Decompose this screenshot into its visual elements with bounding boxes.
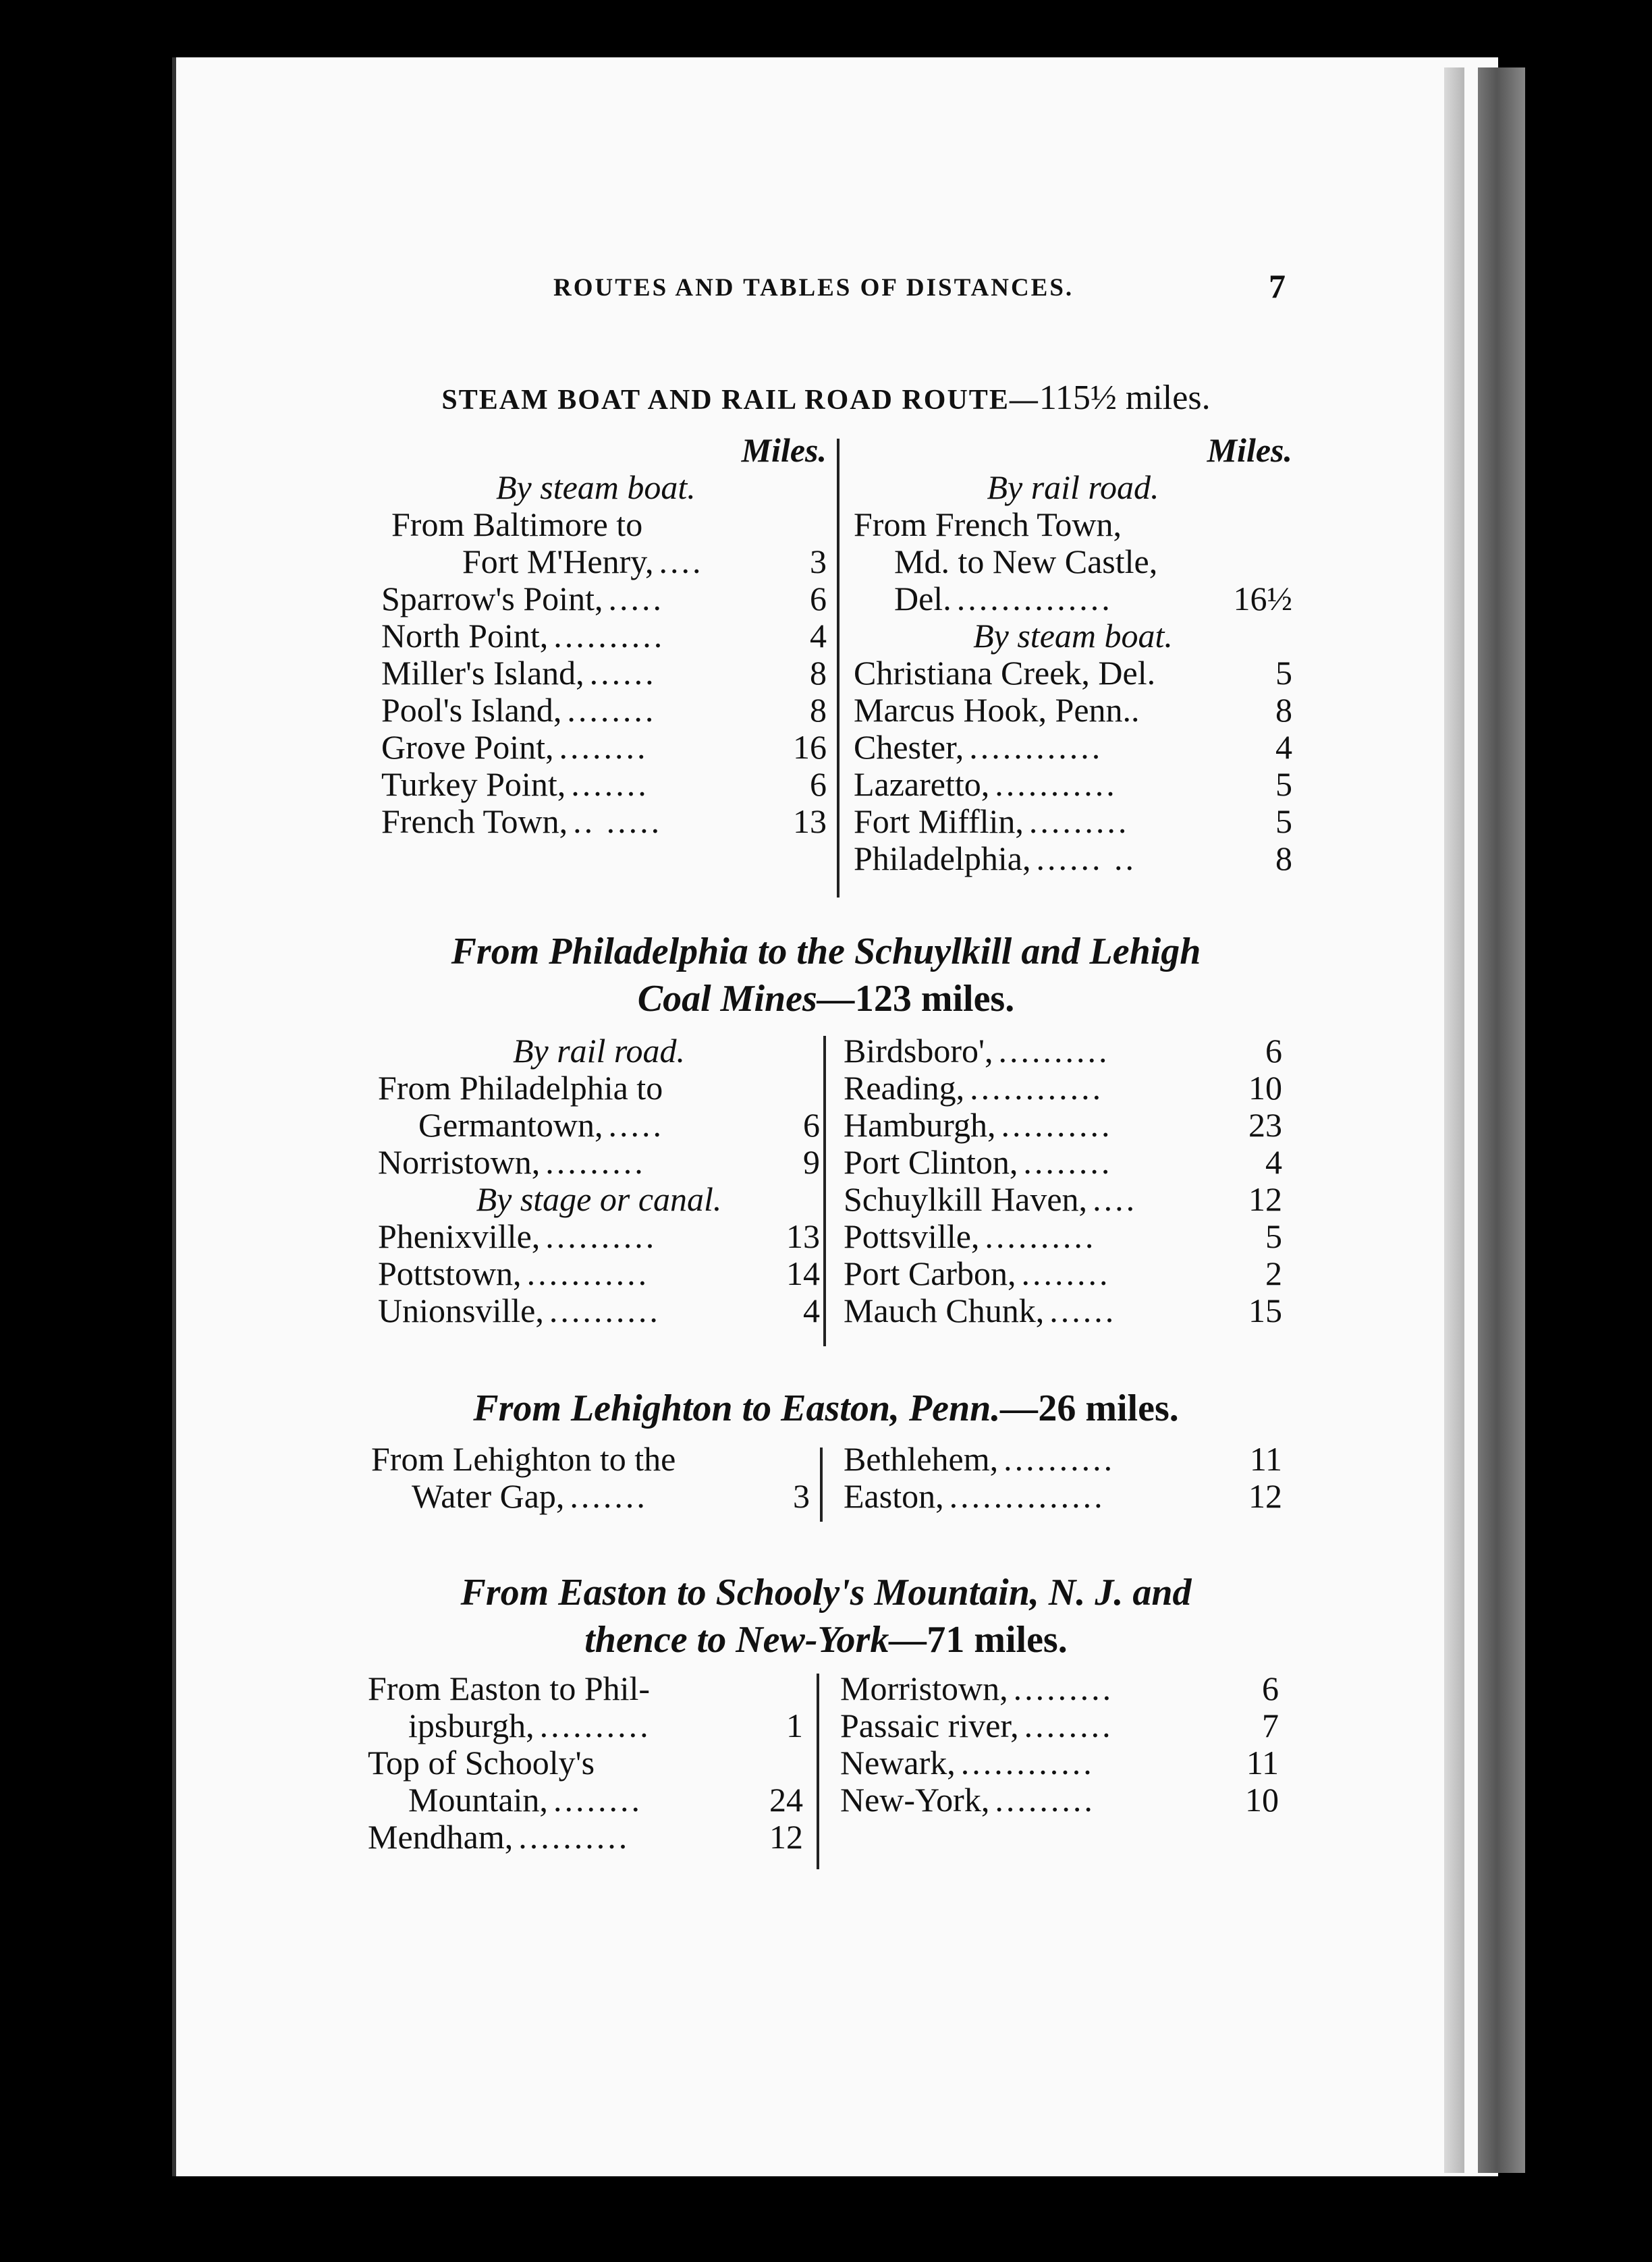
intro-text: Md. to New Castle, — [894, 543, 1158, 580]
place-name: Port Carbon, — [844, 1254, 1016, 1292]
place-name: Unionsville, — [378, 1292, 544, 1329]
leader-dots: ......... — [545, 1144, 646, 1181]
leader-dots: .......... — [985, 1218, 1097, 1255]
section2-left-column — [378, 1032, 820, 1329]
table-row — [840, 1782, 1279, 1819]
distance-value: 13 — [786, 1217, 820, 1255]
leader-dots: .......... — [539, 1707, 651, 1744]
section3-left-column — [371, 1441, 810, 1515]
place-name: Norristown, — [378, 1143, 541, 1181]
leader-dots: ...... — [589, 655, 657, 692]
table-row — [381, 617, 827, 655]
place-name: Christiana Creek, Del. — [854, 654, 1156, 692]
section4-left-column — [368, 1670, 803, 1856]
leader-dots: .............. — [949, 1478, 1105, 1515]
section3-right-column — [844, 1441, 1282, 1515]
running-head: ROUTES AND TABLES OF DISTANCES. — [553, 274, 1074, 302]
table-row — [381, 692, 827, 729]
distance-value: 10 — [1245, 1781, 1279, 1819]
place-name: Newark, — [840, 1744, 956, 1782]
distance-value: 5 — [1275, 654, 1292, 692]
place-name: Fort M'Henry, — [462, 543, 654, 580]
distance-value: 9 — [803, 1143, 820, 1181]
place-name: Pottsville, — [844, 1217, 980, 1255]
column-divider — [823, 1036, 826, 1346]
leader-dots: .......... — [553, 617, 665, 655]
place-name: Bethlehem, — [844, 1440, 999, 1478]
section3-heading-italic: From Lehighton to Easton, Penn.— — [473, 1387, 1039, 1429]
place-name: North Point, — [381, 617, 549, 655]
page-left-edge — [172, 57, 176, 2176]
intro-text: Top of Schooly's — [368, 1744, 595, 1782]
section2-heading-miles: 123 miles. — [854, 978, 1015, 1020]
leader-dots: ........ — [559, 729, 649, 766]
leader-dots: ........ — [1021, 1255, 1111, 1292]
leader-dots: .... — [659, 543, 704, 580]
distance-value: 8 — [810, 654, 827, 692]
table-row — [840, 1707, 1279, 1744]
place-name: Germantown, — [418, 1106, 603, 1144]
section1-heading — [0, 378, 1652, 418]
table-row — [368, 1707, 803, 1744]
section4-heading-italic: thence to New-York— — [584, 1619, 927, 1661]
distance-value: 7 — [1262, 1707, 1279, 1744]
distance-value: 1 — [786, 1707, 803, 1744]
table-row — [840, 1670, 1279, 1707]
distance-value: 4 — [810, 617, 827, 655]
table-row — [840, 1744, 1279, 1782]
table-row — [381, 803, 827, 840]
section2-right-column — [844, 1032, 1282, 1329]
place-name: Pottstown, — [378, 1254, 522, 1292]
distance-value: 13 — [793, 802, 827, 840]
leader-dots: .............. — [956, 580, 1113, 617]
leader-dots: .......... — [549, 1292, 661, 1329]
table-row — [844, 1107, 1282, 1144]
table-row — [378, 1292, 820, 1329]
distance-value: 23 — [1248, 1106, 1282, 1144]
distance-value: 14 — [786, 1254, 820, 1292]
leader-dots: ............ — [960, 1744, 1095, 1782]
column-divider — [817, 1674, 819, 1869]
table-row — [378, 1218, 820, 1255]
table-row — [844, 1181, 1282, 1218]
place-name: Turkey Point, — [381, 765, 566, 803]
distance-value: 24 — [769, 1781, 803, 1819]
distance-value: 10 — [1248, 1069, 1282, 1107]
table-row — [844, 1478, 1282, 1515]
leader-dots: ........... — [995, 766, 1118, 803]
table-row — [368, 1782, 803, 1819]
leader-dots: .......... — [1001, 1107, 1113, 1144]
table-row — [378, 1144, 820, 1181]
place-name: Miller's Island, — [381, 654, 584, 692]
leader-dots: .......... — [998, 1032, 1110, 1070]
place-name: Birdsboro', — [844, 1032, 993, 1070]
section3-heading-miles: 26 miles. — [1038, 1387, 1179, 1429]
intro-text: From French Town, — [854, 505, 1122, 543]
leader-dots: ....... — [570, 1478, 648, 1515]
place-name: Passaic river, — [840, 1707, 1019, 1744]
leader-dots: .......... — [1003, 1441, 1116, 1478]
distance-value: 4 — [1275, 728, 1292, 766]
column-divider — [820, 1447, 823, 1522]
distance-value: 16½ — [1233, 580, 1292, 617]
section2-heading-line1: From Philadelphia to the Schuylkill and Lehigh — [451, 931, 1201, 972]
place-name: Water Gap, — [412, 1477, 565, 1515]
table-row — [844, 1441, 1282, 1478]
intro-text: From Easton to Phil- — [368, 1670, 651, 1707]
section4-heading — [0, 1569, 1652, 1663]
place-name: Marcus Hook, Penn.. — [854, 691, 1140, 729]
place-name: Easton, — [844, 1477, 944, 1515]
place-name: Philadelphia, — [854, 839, 1031, 877]
section3-heading — [0, 1387, 1652, 1430]
table-row — [844, 1292, 1282, 1329]
table-row — [854, 692, 1292, 729]
leader-dots: ............ — [969, 729, 1103, 766]
place-name: Pool's Island, — [381, 691, 562, 729]
table-row — [854, 729, 1292, 766]
distance-value: 6 — [810, 765, 827, 803]
leader-dots: ...... .. — [1036, 840, 1136, 877]
distance-value: 8 — [1275, 839, 1292, 877]
distance-value: 5 — [1265, 1217, 1282, 1255]
table-row — [844, 1255, 1282, 1292]
leader-dots: .. ..... — [573, 803, 663, 840]
distance-value: 3 — [810, 543, 827, 580]
place-name: Fort Mifflin, — [854, 802, 1024, 840]
table-row — [371, 1478, 810, 1515]
place-name: Lazaretto, — [854, 765, 990, 803]
distance-value: 12 — [1248, 1477, 1282, 1515]
leader-dots: ......... — [1028, 803, 1130, 840]
place-name: ipsburgh, — [408, 1707, 534, 1744]
distance-value: 4 — [803, 1292, 820, 1329]
distance-value: 4 — [1265, 1143, 1282, 1181]
distance-value: 2 — [1265, 1254, 1282, 1292]
section4-heading-line2 — [0, 1616, 1652, 1663]
place-name: Mauch Chunk, — [844, 1292, 1045, 1329]
distance-value: 6 — [1265, 1032, 1282, 1070]
distance-value: 6 — [803, 1106, 820, 1144]
section2-heading — [0, 928, 1652, 1022]
intro-text: From Baltimore to — [391, 505, 643, 543]
place-name: French Town, — [381, 802, 568, 840]
distance-value: 16 — [793, 728, 827, 766]
column-divider — [837, 439, 839, 898]
section2-heading-italic: Coal Mines— — [637, 978, 855, 1020]
place-name: Port Clinton, — [844, 1143, 1018, 1181]
place-name: Schuylkill Haven, — [844, 1180, 1088, 1218]
distance-value: 12 — [1248, 1180, 1282, 1218]
place-name: Chester, — [854, 728, 964, 766]
distance-value: 5 — [1275, 765, 1292, 803]
section1-right-column — [854, 432, 1292, 877]
leader-dots: ........... — [526, 1255, 650, 1292]
place-name: Hamburgh, — [844, 1106, 996, 1144]
section4-right-column — [840, 1670, 1279, 1819]
section1-heading-miles: 115½ miles. — [1039, 379, 1211, 417]
table-row — [381, 580, 827, 617]
distance-value: 3 — [793, 1477, 810, 1515]
place-name: Phenixville, — [378, 1217, 541, 1255]
page-sheet — [172, 57, 1498, 2176]
table-row — [844, 1032, 1282, 1070]
table-row — [844, 1144, 1282, 1181]
page-number: 7 — [1269, 267, 1286, 305]
place-name: Mountain, — [408, 1781, 548, 1819]
table-row — [381, 766, 827, 803]
distance-value: 11 — [1249, 1440, 1282, 1478]
distance-value: 6 — [1262, 1670, 1279, 1707]
distance-value: 8 — [810, 691, 827, 729]
leader-dots: .......... — [545, 1218, 657, 1255]
table-row — [844, 1070, 1282, 1107]
section1-heading-text: STEAM BOAT AND RAIL ROAD ROUTE— — [441, 385, 1039, 416]
leader-dots: ........ — [1024, 1707, 1113, 1744]
leader-dots: ......... — [995, 1782, 1095, 1819]
leader-dots: ......... — [1013, 1670, 1114, 1707]
intro-text: From Lehighton to the — [371, 1440, 676, 1478]
table-row — [378, 1255, 820, 1292]
distance-value: 6 — [810, 580, 827, 617]
miles-label: Miles. — [1207, 431, 1292, 469]
leader-dots: .......... — [518, 1819, 630, 1856]
place-name: New-York, — [840, 1781, 990, 1819]
table-row — [381, 729, 827, 766]
subhead: By rail road. — [512, 1032, 686, 1070]
section2-heading-line2 — [0, 975, 1652, 1022]
section1-left-column — [381, 432, 827, 840]
table-row — [378, 1107, 820, 1144]
table-row — [381, 543, 827, 580]
distance-value: 12 — [769, 1818, 803, 1856]
leader-dots: ...... — [1049, 1292, 1117, 1329]
subhead: By stage or canal. — [476, 1180, 722, 1218]
table-row — [844, 1218, 1282, 1255]
leader-dots: ............ — [970, 1070, 1104, 1107]
table-row — [854, 766, 1292, 803]
table-row — [381, 655, 827, 692]
distance-value: 8 — [1275, 691, 1292, 729]
leader-dots: ........ — [567, 692, 657, 729]
section4-heading-line1: From Easton to Schooly's Mountain, N. J. and — [460, 1572, 1192, 1613]
miles-label: Miles. — [741, 431, 827, 469]
place-name: Del. — [894, 580, 952, 617]
intro-text: From Philadelphia to — [378, 1069, 663, 1107]
table-row — [368, 1819, 803, 1856]
table-row — [854, 580, 1292, 617]
place-name: Sparrow's Point, — [381, 580, 603, 617]
leader-dots: ..... — [608, 580, 664, 617]
table-row — [854, 803, 1292, 840]
leader-dots: ....... — [571, 766, 649, 803]
distance-value: 11 — [1246, 1744, 1279, 1782]
section4-heading-miles: 71 miles. — [927, 1619, 1068, 1661]
leader-dots: ........ — [1023, 1144, 1113, 1181]
subhead: By steam boat. — [973, 617, 1173, 655]
place-name: Morristown, — [840, 1670, 1008, 1707]
place-name: Reading, — [844, 1069, 965, 1107]
subhead: By rail road. — [987, 468, 1159, 506]
leader-dots: ..... — [608, 1107, 665, 1144]
subhead: By steam boat. — [496, 468, 696, 506]
table-row — [854, 655, 1292, 692]
distance-value: 5 — [1275, 802, 1292, 840]
leader-dots: .... — [1093, 1181, 1138, 1218]
place-name: Grove Point, — [381, 728, 554, 766]
leader-dots: ........ — [553, 1782, 642, 1819]
place-name: Mendham, — [368, 1818, 514, 1856]
table-row — [854, 840, 1292, 877]
distance-value: 15 — [1248, 1292, 1282, 1329]
